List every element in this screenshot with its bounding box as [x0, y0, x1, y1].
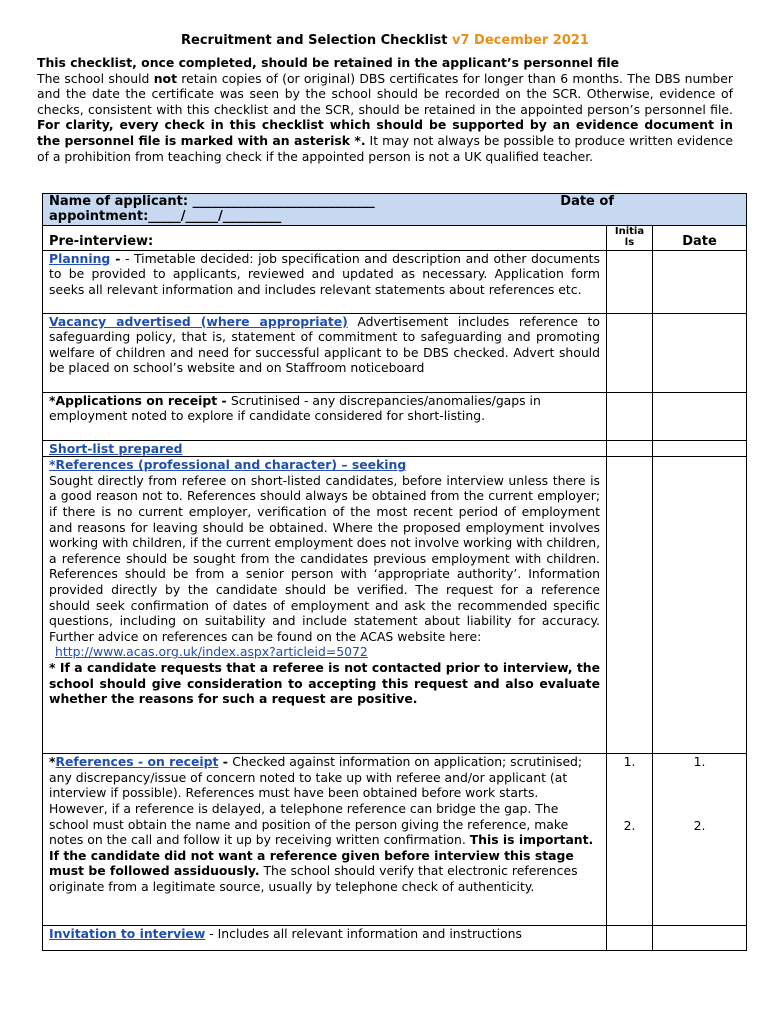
title-version: v7 December 2021: [452, 33, 589, 48]
row-references-receipt: [43, 754, 747, 926]
column-header-row: [43, 226, 747, 251]
intro-text-2: retain copies of (or original) DBS certificates for longer than 6 months. The DBS number and the date the certificate was seen by the school should be recorded on the SCR. Otherwise, evidence of checks, consistent with this checklist and the SCR, should be retained in the appointed person’s personnel file.: [37, 70, 733, 117]
references-seeking-initials-cell[interactable]: [607, 457, 653, 754]
planning-initials-cell[interactable]: [607, 250, 653, 313]
vacancy-date-cell[interactable]: [653, 313, 747, 392]
planning-text: - Timetable decided: job specification and description and other documents to be provided to applicants, reviewed and updated as necessary. Application form seeks all relevant information and includes relevant statements about references etc.: [49, 250, 600, 297]
applications-initials-cell[interactable]: [607, 392, 653, 440]
shortlist-date-cell[interactable]: [653, 440, 747, 457]
references-receipt-text-2: The school should verify that electronic references originate from a legitimate source, usually by telephone check of authenticity.: [49, 863, 578, 894]
applications-label: *Applications on receipt -: [49, 392, 231, 408]
vacancy-text: Advertisement includes reference to safeguarding policy, that is, statement of commitment to safeguarding and promoting welfare of children and need for successful applicant to be DBS checked. Advert should be placed on school’s website and on Staffroom noticeboard: [49, 313, 600, 376]
invitation-date-cell[interactable]: [653, 926, 747, 951]
intro-not: not: [153, 70, 177, 86]
planning-date-cell[interactable]: [653, 250, 747, 313]
intro-bold-2: For clarity, every check in this checklist which should be supported by an evidence document in the personnel file is marked with an asterisk *.: [37, 117, 733, 148]
invitation-initials-cell[interactable]: [607, 926, 653, 951]
row-applications: [43, 392, 747, 440]
initials-header: Initia ls: [614, 226, 645, 248]
references-receipt-date-cell[interactable]: [653, 754, 747, 926]
preinterview-heading: Pre-interview:: [43, 226, 607, 251]
intro-paragraph: [37, 55, 733, 164]
date-number-1: 1.: [693, 754, 706, 770]
intro-text-3: It may not always be possible to produce written evidence of a prohibition from teaching check if the appointed person is not a UK qualified teacher.: [37, 132, 733, 164]
references-receipt-initials-cell[interactable]: [607, 754, 653, 926]
references-seeking-warning: * If a candidate requests that a referee is not contacted prior to interview, the school should give consideration to accepting this request and also evaluate whether the reasons for such a request are positive.: [49, 659, 600, 707]
date-of-label: Date of: [560, 194, 614, 209]
page-title: [0, 33, 770, 48]
appointment-date-field[interactable]: appointment:_____/_____/_________: [49, 209, 282, 224]
receipt-dash: -: [218, 754, 233, 770]
acas-url-link[interactable]: http://www.acas.org.uk/index.aspx?articleid=5072: [55, 644, 368, 660]
initials-number-1: 1.: [623, 754, 636, 770]
planning-link[interactable]: Planning: [49, 250, 111, 266]
vacancy-initials-cell[interactable]: [607, 313, 653, 392]
checklist-table: [42, 193, 747, 951]
references-seeking-date-cell[interactable]: [653, 457, 747, 754]
title-main: Recruitment and Selection Checklist: [181, 33, 448, 48]
date-number-2: 2.: [693, 817, 706, 833]
references-receipt-link[interactable]: References - on receipt: [55, 754, 219, 770]
row-planning: Planning - - Timetable decided: job specification and description and other documents to be provided to applicants, reviewed and updated as necessary. Application form seeks all relevant information and includes relevant statements about references etc.: [43, 250, 747, 313]
row-vacancy: [43, 313, 747, 392]
references-receipt-bold: This is important. If the candidate did not want a reference given before interview this stage must be followed assiduously.: [49, 832, 594, 879]
row-invitation: [43, 926, 747, 951]
references-receipt-text-1: Checked against information on application; scrutinised; any discrepancy/issue of concern noted to take up with referee and/or applicant (at interview if possible). References must have been obtained before work starts. However, if a reference is delayed, a telephone reference can bridge the gap. The school must obtain the name and position of the person giving the reference, make notes on the call and follow it up by receiving written confirmation.: [49, 754, 583, 848]
date-header: Date: [653, 226, 747, 251]
intro-heading: This checklist, once completed, should be retained in the applicant’s personnel file: [37, 55, 620, 70]
references-seeking-link[interactable]: *References (professional and character) – seeking: [49, 457, 407, 473]
intro-text-1: The school should: [37, 70, 154, 86]
references-seeking-text: Sought directly from referee on short-listed candidates, before interview unless there is a good reason not to. References should always be obtained from the current employer; if there is no current employer, verification of the most recent period of employment and reasons for leaving should be obtained. Where the proposed employment involves working with children, if the current employment does not involve working with children, a reference should be sought from the candidates previous employment with children. References should be from a senior person with ‘appropriate authority’. Information provided directly by the candidate should be verified. The request for a reference should seek confirmation of dates of employment and ask the recommended specific questions, including on suitability and include statement about liability for accuracy. Further advice on references can be found on the ACAS website here:: [49, 472, 601, 644]
applications-text: Scrutinised - any discrepancies/anomalies/gaps in employment noted to explore if candidate considered for short-listing.: [49, 392, 541, 424]
initials-number-2: 2.: [623, 817, 636, 833]
vacancy-link[interactable]: Vacancy advertised (where appropriate): [49, 313, 348, 329]
applicant-name-field[interactable]: Name of applicant: ____________________________: [49, 194, 375, 209]
row-shortlist: [43, 440, 747, 457]
invitation-text: - Includes all relevant information and instructions: [205, 926, 522, 942]
applicant-header-row: [43, 194, 747, 226]
shortlist-initials-cell[interactable]: [607, 440, 653, 457]
shortlist-link[interactable]: Short-list prepared: [49, 440, 183, 456]
applications-date-cell[interactable]: [653, 392, 747, 440]
invitation-link[interactable]: Invitation to interview: [49, 926, 206, 942]
row-references-seeking: [43, 457, 747, 754]
receipt-asterisk: *: [49, 754, 56, 770]
